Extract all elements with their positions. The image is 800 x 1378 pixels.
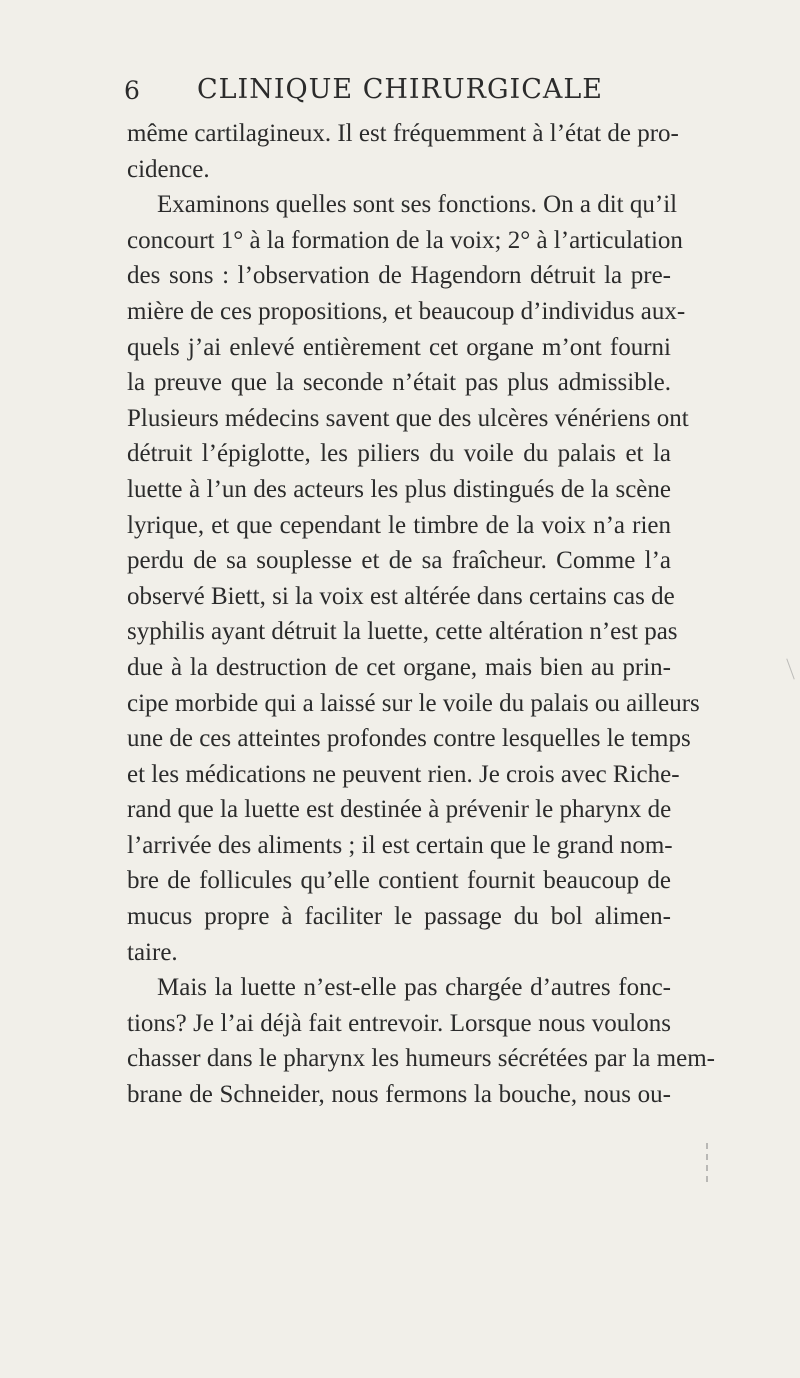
text-line: brane de Schneider, nous fermons la bouche, nous ou- <box>127 1081 671 1109</box>
text-line: cidence. <box>127 155 210 183</box>
speck <box>706 1143 708 1149</box>
speck <box>706 1154 708 1160</box>
text-line: détruit l’épiglotte, les piliers du voile du palais et la <box>127 440 671 468</box>
page-number: 6 <box>124 76 140 105</box>
body-text <box>127 116 715 1113</box>
text-line: syphilis ayant détruit la luette, cette altération n’est pas <box>127 618 678 646</box>
text-line: taire. <box>127 938 178 966</box>
text-line: luette à l’un des acteurs les plus distingués de la scène <box>127 475 671 503</box>
text-line: observé Biett, si la voix est altérée dans certains cas de <box>127 582 675 610</box>
text-line: tions? Je l’ai déjà fait entrevoir. Lorsque nous voulons <box>127 1009 671 1037</box>
text-line: et les médications ne peuvent rien. Je crois avec Riche- <box>127 760 680 788</box>
speck <box>706 1165 708 1171</box>
margin-pencil-mark <box>786 658 794 679</box>
text-line: lyrique, et que cependant le timbre de la voix n’a rien <box>127 511 671 539</box>
text-line: l’arrivée des aliments ; il est certain que le grand nom- <box>127 831 673 859</box>
text-line: la preuve que la seconde n’était pas plus admissible. <box>127 369 671 397</box>
text-line: une de ces atteintes profondes contre lesquelles le temps <box>127 725 691 753</box>
text-line: Mais la luette n’est-elle pas chargée d’autres fonc- <box>157 974 671 1002</box>
text-line: Examinons quelles sont ses fonctions. On a dit qu’il <box>157 191 678 219</box>
text-line: bre de follicules qu’elle contient fournit beaucoup de <box>127 867 671 895</box>
text-line: concourt 1° à la formation de la voix; 2° à l’articulation <box>127 226 683 254</box>
text-line: des sons : l’observation de Hagendorn détruit la pre- <box>127 262 671 290</box>
text-line: cipe morbide qui a laissé sur le voile du palais ou ailleurs <box>127 689 700 717</box>
margin-specks <box>704 1138 710 1198</box>
text-line: rand que la luette est destinée à prévenir le pharynx de <box>127 796 672 824</box>
text-line: mière de ces propositions, et beaucoup d’individus aux- <box>127 297 686 325</box>
text-line: Plusieurs médecins savent que des ulcères vénériens ont <box>127 404 689 432</box>
running-title: CLINIQUE CHIRURGICALE <box>196 74 604 105</box>
text-line: mucus propre à faciliter le passage du bol alimen- <box>127 903 671 931</box>
text-line: due à la destruction de cet organe, mais bien au prin- <box>127 653 671 681</box>
text-line: chasser dans le pharynx les humeurs sécrétées par la mem- <box>127 1045 715 1073</box>
page-header <box>0 72 800 112</box>
text-line: quels j’ai enlevé entièrement cet organe m’ont fourni <box>127 333 671 361</box>
text-line: perdu de sa souplesse et de sa fraîcheur. Comme l’a <box>127 547 671 575</box>
text-line: même cartilagineux. Il est fréquemment à l’état de pro- <box>127 120 679 147</box>
speck <box>706 1176 708 1182</box>
